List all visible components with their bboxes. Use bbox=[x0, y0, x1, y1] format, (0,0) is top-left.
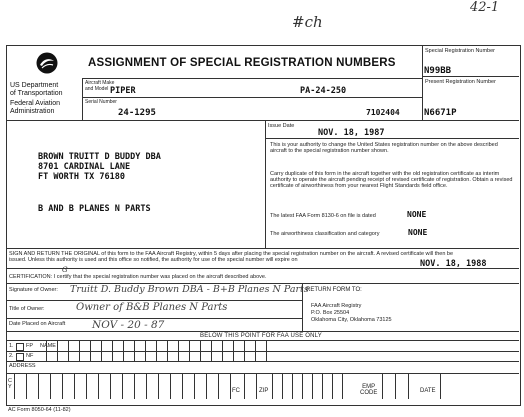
return-line: FAA Aircraft Registry bbox=[311, 303, 362, 309]
y-label: Y bbox=[8, 384, 12, 390]
serial-value: 24-1295 bbox=[118, 108, 156, 118]
latest-form-label: The latest FAA Form 8130-6 on file is dated bbox=[270, 213, 376, 219]
fp-checkbox[interactable] bbox=[16, 343, 24, 351]
c-label: C bbox=[8, 378, 12, 384]
grid-cell-line bbox=[123, 340, 124, 361]
grid-cell-line bbox=[206, 373, 207, 399]
city-grid bbox=[14, 373, 230, 399]
return-form-label: RETURN FORM TO: bbox=[306, 287, 362, 293]
grid-cell-line bbox=[200, 340, 201, 361]
nf-label: NF bbox=[26, 353, 34, 359]
present-reg-label: Present Registration Number bbox=[425, 79, 496, 85]
expire-date: NOV. 18, 1988 bbox=[420, 259, 487, 269]
make-label-line: and Model bbox=[85, 85, 109, 92]
title-value[interactable]: Owner of B&B Planes N Parts bbox=[76, 302, 228, 313]
grid-cell-line bbox=[255, 340, 256, 361]
grid-cell-line bbox=[244, 340, 245, 361]
airworthiness-label: The airworthiness classification and category bbox=[270, 231, 380, 237]
grid-cell-line bbox=[182, 373, 183, 399]
grid-cell-line bbox=[134, 373, 135, 399]
grid-cell-line bbox=[222, 340, 223, 361]
grid-cell-line bbox=[266, 340, 267, 361]
grid-cell-line bbox=[292, 373, 293, 399]
grid-cell-line bbox=[38, 373, 39, 399]
agency-line: US Department bbox=[10, 82, 59, 89]
grid-cell-line bbox=[282, 373, 283, 399]
grid-cell-line bbox=[158, 373, 159, 399]
form-footer: AC Form 8050-64 (11-82) bbox=[8, 407, 71, 413]
return-address bbox=[311, 303, 392, 324]
grid-cell-line bbox=[233, 340, 234, 361]
grid-cell-line bbox=[302, 373, 303, 399]
grid-cell-line bbox=[79, 340, 80, 361]
date-placed-value[interactable]: NOV - 20 - 87 bbox=[92, 319, 165, 331]
grid-cell-line bbox=[146, 373, 147, 399]
return-line: P.O. Box 25504 bbox=[311, 310, 350, 316]
grid-cell-line bbox=[218, 373, 219, 399]
faa-use-label: BELOW THIS POINT FOR FAA USE ONLY bbox=[200, 333, 322, 339]
grid-cell-line bbox=[46, 340, 47, 361]
issue-date-label: Issue Date bbox=[268, 123, 295, 129]
agency-line: Administration bbox=[10, 108, 55, 115]
sign-value[interactable]: Truitt D. Buddy Brown DBA - B+B Planes N Parts bbox=[70, 284, 309, 295]
grid-cell-line bbox=[167, 340, 168, 361]
grid-cell-line bbox=[145, 340, 146, 361]
instruction-para-1: This is your authority to change the United States registration number on the above described aircraft to the special registration number shown. bbox=[270, 142, 498, 154]
fp-label: FP bbox=[26, 343, 34, 349]
make-value: PIPER bbox=[110, 86, 136, 96]
name-label: NAME bbox=[40, 343, 56, 349]
row1-num: 1. bbox=[9, 343, 14, 349]
handwritten-note: #ch bbox=[292, 13, 323, 31]
issue-date-value: NOV. 18, 1987 bbox=[318, 128, 385, 138]
nf-checkbox[interactable] bbox=[16, 353, 24, 361]
certification-text: CERTIFICATION: I certify that the special registration number was placed on the aircraft described above. bbox=[9, 274, 267, 280]
grid-cell-line bbox=[74, 373, 75, 399]
date-placed-label: Date Placed on Aircraft bbox=[9, 321, 66, 327]
zip-label: ZIP bbox=[259, 388, 269, 394]
instruction-para-2: Carry duplicate of this form in the aircraft together with the old registration certificate as interim authority to operate the aircraft pending receipt of revised certificate of registration. Obtain a revised certificate of airworthiness from your nearest Flight Standards field office. bbox=[270, 171, 513, 189]
grid-cell-line bbox=[189, 340, 190, 361]
make-label-line: Aircraft Make bbox=[85, 80, 115, 86]
owner-block bbox=[38, 152, 161, 182]
grid-cell-line bbox=[178, 340, 179, 361]
grid-cell-line bbox=[156, 340, 157, 361]
grid-cell-line bbox=[98, 373, 99, 399]
emp-code-label bbox=[360, 384, 377, 396]
name-grid bbox=[46, 340, 266, 361]
cy-label bbox=[8, 378, 12, 390]
model-value: PA-24-250 bbox=[300, 86, 347, 96]
grid-cell-line bbox=[211, 340, 212, 361]
form-title: ASSIGNMENT OF SPECIAL REGISTRATION NUMBERS bbox=[88, 57, 396, 69]
grid-cell-line bbox=[112, 340, 113, 361]
emp-label: EMP bbox=[362, 384, 376, 390]
grid-cell-line bbox=[101, 340, 102, 361]
agency-line: of Transportation bbox=[10, 90, 63, 97]
fc-label: FC bbox=[232, 388, 240, 394]
grid-cell-line bbox=[57, 340, 58, 361]
grid-cell-line bbox=[26, 373, 27, 399]
airworthiness-value: NONE bbox=[408, 228, 428, 237]
certification-mark: G bbox=[62, 266, 68, 274]
code-label: CODE bbox=[360, 390, 378, 396]
title-label: Title of Owner: bbox=[9, 306, 45, 312]
dot-logo-icon bbox=[36, 52, 58, 74]
agency-line: Federal Aviation bbox=[10, 100, 61, 107]
grid-cell-line bbox=[62, 373, 63, 399]
code-value: 7102404 bbox=[366, 108, 400, 117]
grid-cell-line bbox=[170, 373, 171, 399]
grid-cell-line bbox=[322, 373, 323, 399]
row2-num: 2. bbox=[9, 353, 14, 359]
sign-label: Signature of Owner: bbox=[9, 287, 58, 293]
grid-cell-line bbox=[14, 373, 15, 399]
address-label: ADDRESS bbox=[9, 363, 36, 369]
agency-block bbox=[10, 82, 63, 116]
owner-line: 8701 CARDINAL LANE bbox=[38, 162, 131, 172]
grid-cell-line bbox=[68, 340, 69, 361]
sign-return-text: SIGN AND RETURN THE ORIGINAL of this form to the FAA Aircraft Registry, within 5 days after placing the special registration number on the aircraft. A revised certificate will then be issued. Unless this authority is used and this office so notified, the authority for use of the special number will expire on bbox=[9, 251, 454, 263]
grid-cell-line bbox=[86, 373, 87, 399]
serial-label: Serial Number bbox=[85, 99, 117, 105]
grid-cell-line bbox=[122, 373, 123, 399]
date-label: DATE bbox=[420, 388, 436, 394]
owner-line: FT WORTH TX 76180 bbox=[38, 172, 125, 182]
top-right-mark: 42-1 bbox=[470, 0, 500, 15]
special-reg-value: N99BB bbox=[424, 66, 452, 76]
grid-cell-line bbox=[90, 340, 91, 361]
latest-form-value: NONE bbox=[407, 210, 427, 219]
owner-line: BROWN TRUITT D BUDDY DBA bbox=[38, 152, 161, 162]
grid-cell-line bbox=[110, 373, 111, 399]
present-reg-value: N6671P bbox=[424, 108, 457, 118]
grid-cell-line bbox=[272, 373, 273, 399]
grid-cell-line bbox=[134, 340, 135, 361]
return-line: Oklahoma City, Oklahoma 73125 bbox=[311, 317, 392, 323]
grid-cell-line bbox=[194, 373, 195, 399]
zip-grid bbox=[272, 373, 342, 399]
grid-cell-line bbox=[50, 373, 51, 399]
grid-cell-line bbox=[332, 373, 333, 399]
grid-cell-line bbox=[312, 373, 313, 399]
owner-dba: B AND B PLANES N PARTS bbox=[38, 204, 151, 214]
special-reg-label: Special Registration Number bbox=[425, 48, 496, 54]
